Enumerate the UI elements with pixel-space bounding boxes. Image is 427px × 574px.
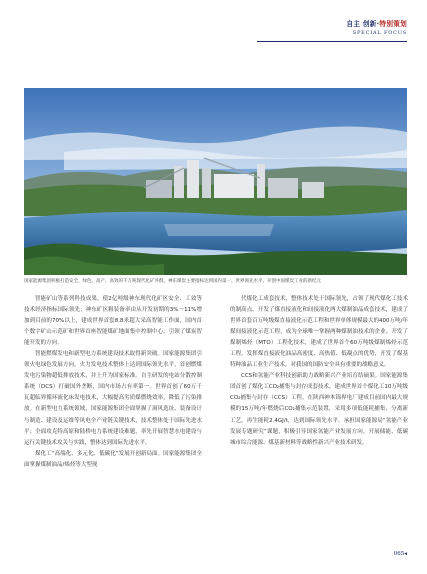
- page-footer: [394, 551, 407, 557]
- section-header: [257, 18, 407, 36]
- article-paragraph: 煤化工“高端化、多元化、低碳化”发展开创新局面。国家能源集团全面掌握煤制油品/烯烃等大型现: [24, 450, 202, 468]
- article-left-column: [24, 294, 202, 471]
- header-rule: [257, 41, 407, 42]
- lake-reflection: [164, 224, 274, 236]
- article-right-column: [230, 294, 408, 449]
- section-title: [257, 18, 407, 28]
- page-marker-icon: ◂: [404, 551, 407, 557]
- section-title-prefix: 自主 创新: [346, 20, 377, 28]
- article-paragraph: CCS和氢能产业科技创新助力战略新兴产业培育结硕果。国家能源集团首创了煤化工CO₂捕集与封存成套技术，建成世界首个煤化工10万吨级CO₂捕集与封存（CCS）工程。在陕西神木锦界电厂建成目前国内最大规模的15万吨/年燃烧后CO₂捕集示范装置，采用多项低能耗捕集、分离新工艺，再生能耗2.4GJ/t，达到国际领先水平。承担国家能源局“氢能产业发展专题研究”课题，积极引导国家氢能产业发展方向，开展储能、低碳城市综合能源、煤基新材料等战略性新兴产业技术研发。: [230, 373, 408, 446]
- coal-plant-photo: [24, 88, 407, 275]
- article-paragraph: 智能矿山等系列科技成果，使2亿吨级神东现代化矿区安全、工效等技术经济指标国际领先；神东矿区粗装备率由从开发初期的3%～11%增加到目前的70%以上，建成世界首套8.8米超大采高智能工作面，国内首个数字矿山示范矿和世界首座智能煤矿地面集中控制中心，引领了煤炭智能开发的方向。: [24, 296, 202, 347]
- article-paragraph: 代煤化工成套技术，整体技术处于国际领先，占领了现代煤化工技术的制高点。开发了煤直接液化和间接液化两大煤制油品成套技术，建成了世界首套百万吨级煤直接液化示范工程和世界单体规模最大的400万吨/年煤间接液化示范工程，成为全球唯一掌握两种煤制油技术的企业。开发了煤制烯烃（MTO）工程化技术，建成了世界首个60万吨级煤制烯烃示范工程。发挥煤直接液化油品高密度、高热值、低凝点的优势，开发了煤基特种油品工业生产技术，对我国的国防安全具有重要的战略意义。: [230, 296, 408, 369]
- article-paragraph: 智能燃煤发电和新型电力系统建设技术取得新突破。国家能源集团引领火电绿色发展方向，火力发电技术整体上达到国际领先水平，首创燃煤发电污染物超低排放技术，并上升为国家标准。自主研发的电站分散控制系统（DCS）打破国外垄断，国内市场占有率第一。世界首创了60万千瓦超临界循环流化床发电技术，大幅提高劣质煤燃烧效率，降低了污染排放。在新型电力系统领域，国家能源集团全面掌握了洞风选址、装备设计与制造、建设及运维等风电全产业链关键技术，技术整体处于国际先进水平；全面攻克特高原和陆桥电力系统建设难题，率先开展智慧水电建设与运行关键技术攻关与实践，整体达到国际先进水平。: [24, 351, 202, 446]
- section-title-name: 特别策划: [379, 20, 407, 28]
- section-title-separator: ·: [376, 20, 380, 28]
- section-title-en: SPECIAL FOCUS: [352, 30, 407, 36]
- photo-illustration: [24, 88, 407, 275]
- page-number: 065: [393, 551, 405, 557]
- photo-caption: 国家能源集团积极打造安全、绿色、高产、高效的千万吨现代化矿井群，神东煤炭主要指标达到国内第一、世界领先水平，开创中国煤炭工业的新纪元: [24, 279, 321, 284]
